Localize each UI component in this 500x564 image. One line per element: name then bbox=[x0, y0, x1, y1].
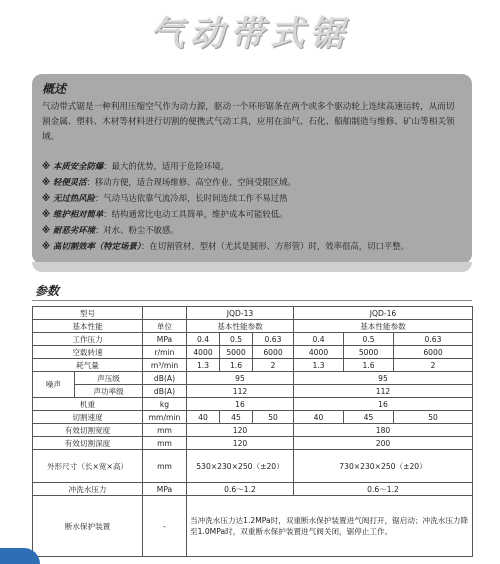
overview-text: 气动带式锯是一种利用压缩空气作为动力源，驱动一个环形锯条在两个或多个驱动轮上连续高速运转，从而切割金属、塑料、木材等材料进行切割的便携式气动工具，应用在油气、石化、船舶制造与维修、矿山等相关领域。 bbox=[42, 102, 455, 142]
table-row: 型号 JQD-13 JQD-16 bbox=[33, 307, 473, 320]
table-row: 切割速度 mm/min 40 45 50 40 45 50 bbox=[33, 411, 473, 424]
table-row: 工作压力 MPa 0.4 0.5 0.63 0.4 0.5 0.63 bbox=[33, 333, 473, 346]
table-row: 声功率级 dB(A) 112 112 bbox=[33, 385, 473, 398]
feature-item: ※ 高切割效率（特定场景）：在切割管材、型材（尤其是圆形、方形管）时，效率很高，切口平整。 bbox=[42, 241, 409, 251]
feature-item: ※ 无过热风险：气动马达依靠气流冷却，长时间连续工作不易过热 bbox=[42, 193, 288, 203]
feature-item: ※ 耐恶劣环境：对水、粉尘不敏感。 bbox=[42, 225, 179, 235]
overview-shadow bbox=[32, 262, 472, 272]
divider bbox=[32, 300, 472, 301]
feature-item: ※ 轻便灵活：移动方便，适合现场维修、高空作业、空间受限区域。 bbox=[42, 177, 296, 187]
table-row: 耗气量 m³/min 1.3 1.6 2 1.3 1.6 2 bbox=[33, 359, 473, 372]
feature-item: ※ 维护相对简单：结构通常比电动工具简单，维护成本可能较低。 bbox=[42, 209, 288, 219]
feature-list bbox=[42, 158, 464, 254]
table-row: 机重 kg 16 16 bbox=[33, 398, 473, 411]
table-row: 有效切割深度 mm 120 200 bbox=[33, 437, 473, 450]
table-row: 冲洗水压力 MPa 0.6～1.2 0.6～1.2 bbox=[33, 483, 473, 496]
table-row: 噪声 声压级 dB(A) 95 95 bbox=[33, 372, 473, 385]
table-row: 基本性能 单位 基本性能参数 基本性能参数 bbox=[33, 320, 473, 333]
table-row: 有效切割宽度 mm 120 180 bbox=[33, 424, 473, 437]
feature-item: ※ 本质安全防爆：最大的优势，适用于危险环境。 bbox=[42, 161, 229, 171]
page-title: 气动带式锯 bbox=[150, 14, 350, 54]
spec-table bbox=[32, 306, 473, 557]
params-heading: 参数 bbox=[35, 284, 60, 298]
overview-heading: 概述 bbox=[42, 82, 67, 96]
overview-panel bbox=[32, 74, 472, 264]
table-row: 空载转速 r/min 4000 5000 6000 4000 5000 6000 bbox=[33, 346, 473, 359]
table-row: 断水保护装置 - 当冲洗水压力达1.2MPa时，双重断水保护装置进气阀打开，锯启动；冲洗水压力降至1.0MPa时，双重断水保护装置进气阀关闭，锯停止工作。 bbox=[33, 496, 473, 557]
table-row: 外形尺寸（长×宽×高） mm 530×230×250（±20） 730×230×250（±20） bbox=[33, 450, 473, 483]
